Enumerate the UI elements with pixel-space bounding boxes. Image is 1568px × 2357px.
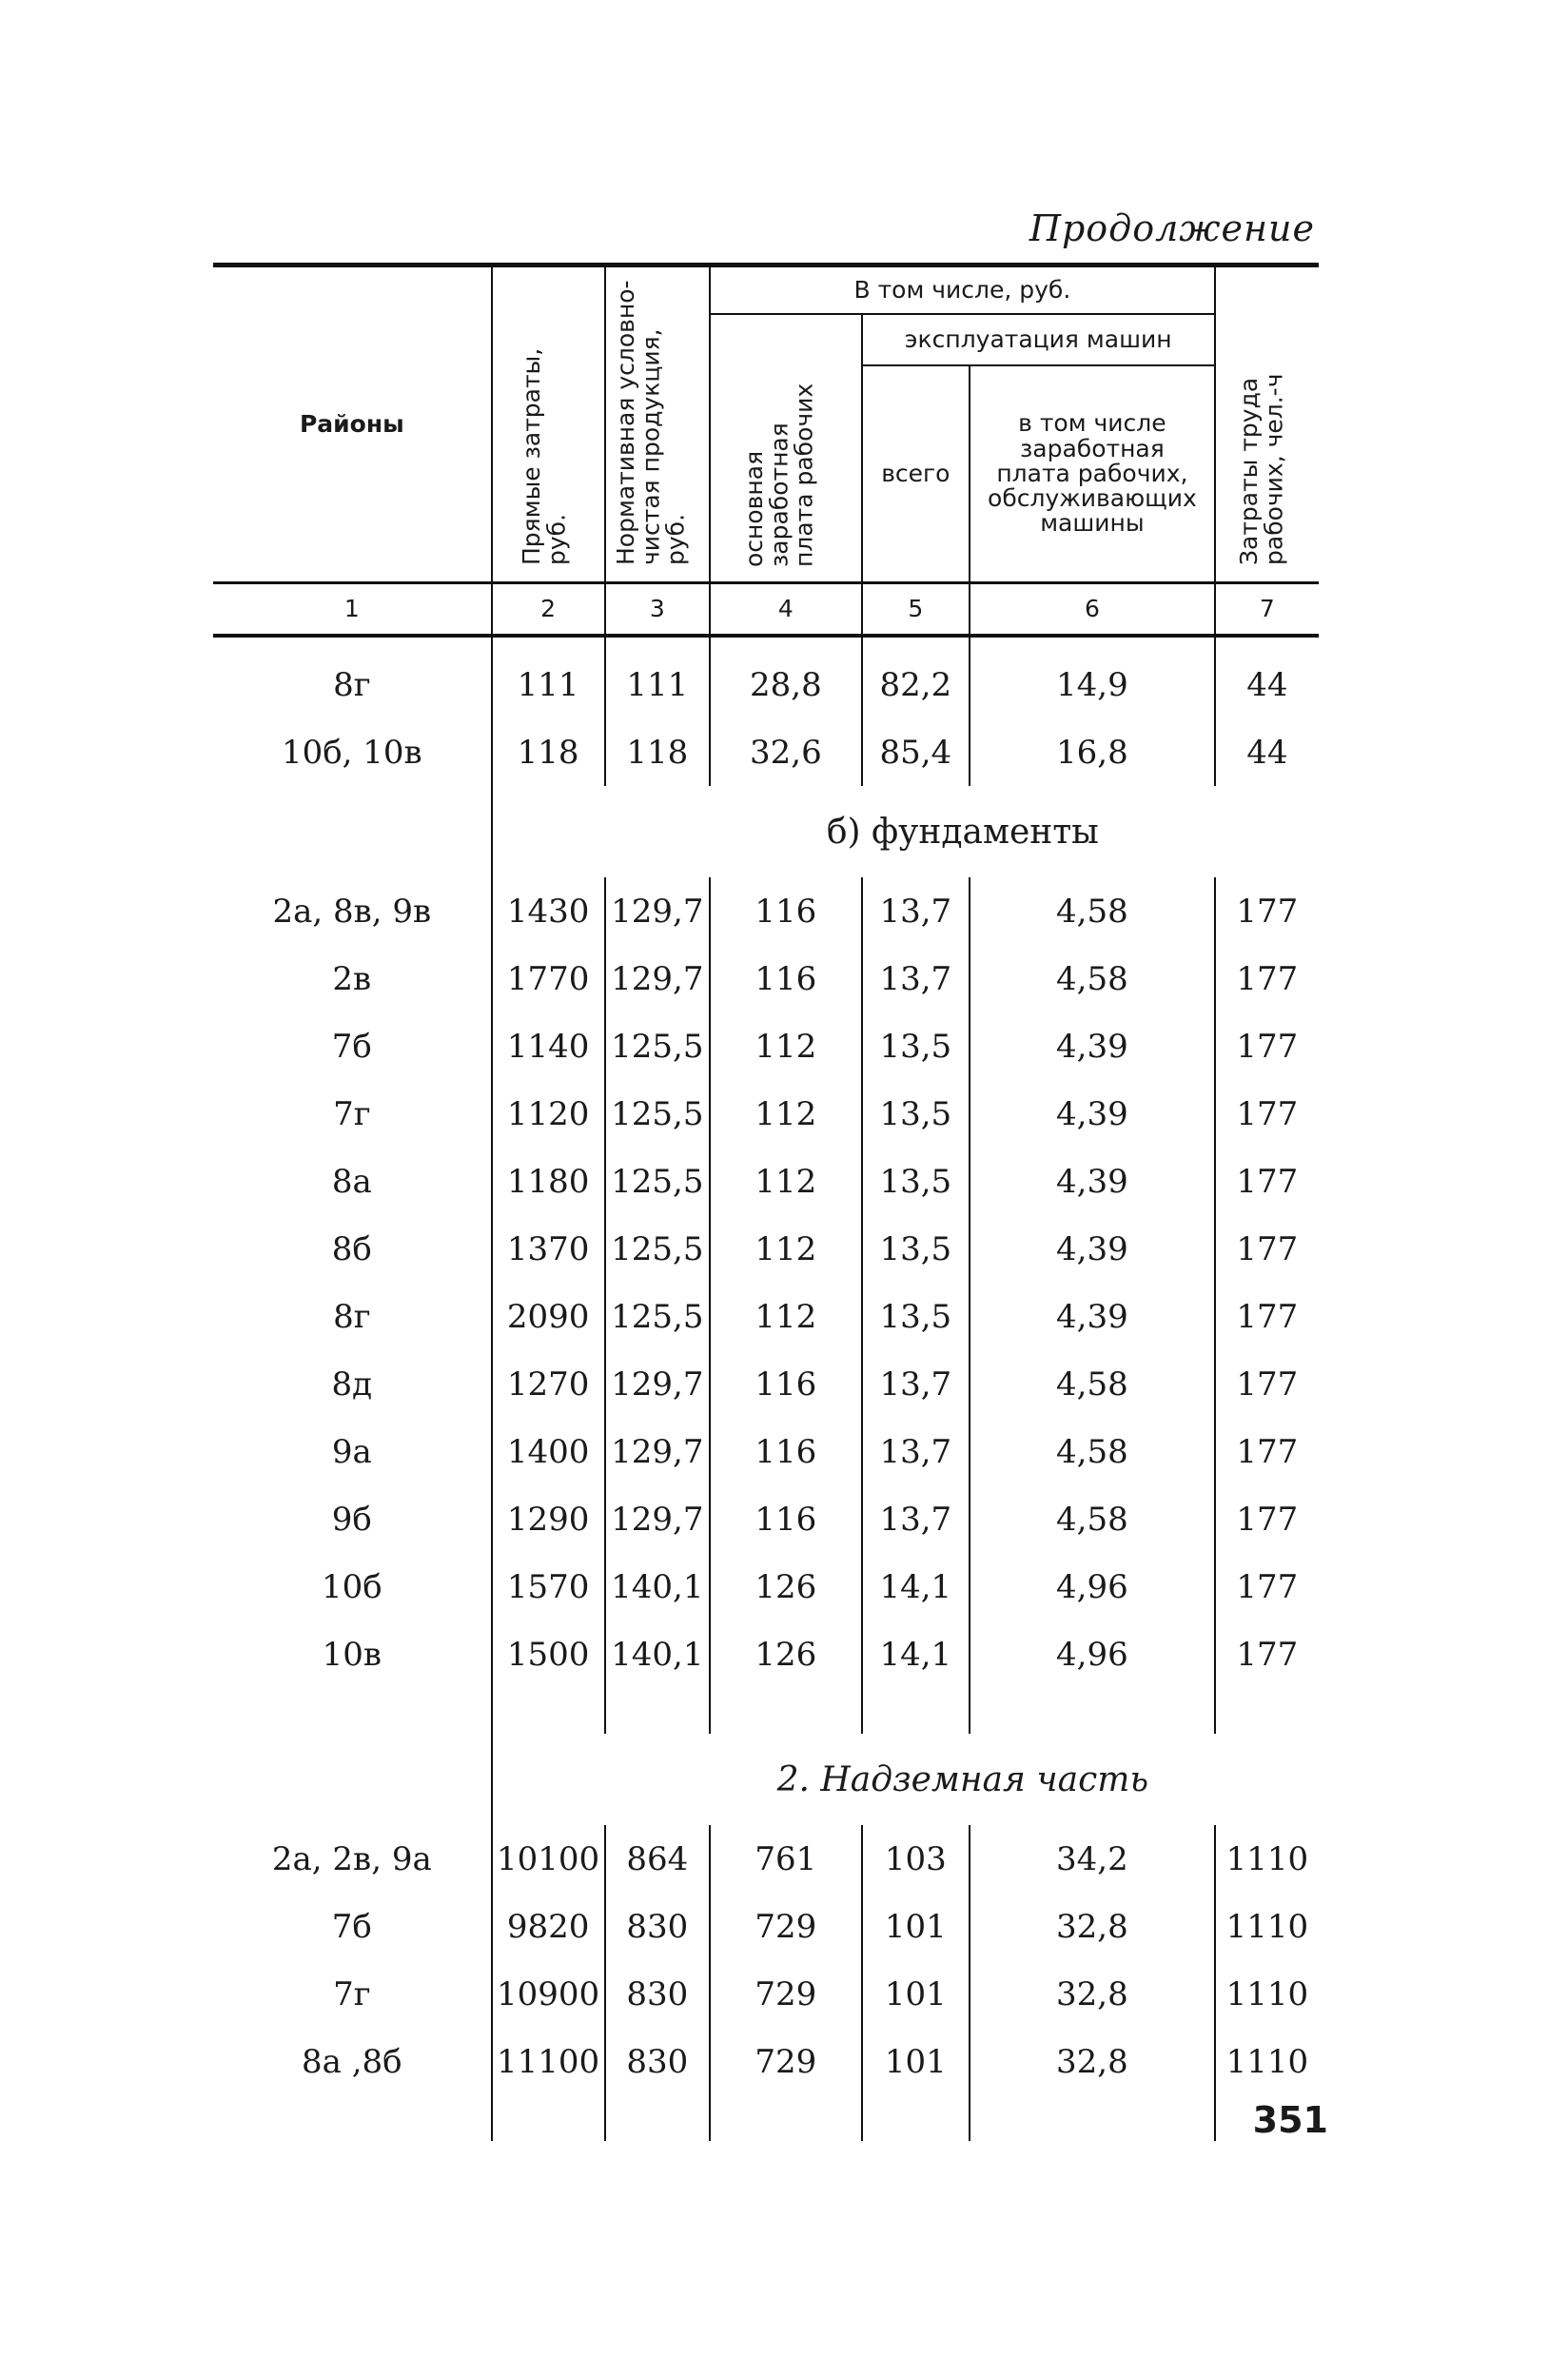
value-cell: 16,8 <box>970 718 1215 786</box>
value-cell: 112 <box>710 1215 862 1283</box>
value-cell: 126 <box>710 1553 862 1620</box>
value-cell: 177 <box>1215 945 1319 1012</box>
base-wages-label: основная заработная плата рабочих <box>739 383 818 567</box>
value-cell: 116 <box>710 1350 862 1418</box>
value-cell: 101 <box>862 1893 970 1960</box>
value-cell: 177 <box>1215 1350 1319 1418</box>
regions-label: Районы <box>299 409 404 438</box>
table-row <box>213 1080 1319 1148</box>
value-cell: 4,96 <box>970 1620 1215 1688</box>
value-cell: 13,5 <box>862 1215 970 1283</box>
value-cell: 116 <box>710 1485 862 1553</box>
value-cell: 4,58 <box>970 945 1215 1012</box>
section-title: 2. Надземная часть <box>492 1734 1319 1825</box>
value-cell: 1120 <box>492 1080 605 1148</box>
column-number: 5 <box>862 583 970 637</box>
value-cell: 111 <box>605 651 711 718</box>
value-cell: 140,1 <box>605 1620 711 1688</box>
table-row <box>213 1893 1319 1960</box>
value-cell: 1500 <box>492 1620 605 1688</box>
value-cell: 1140 <box>492 1012 605 1080</box>
machine-wages-label: в том числе заработная плата рабочих, обслуживающих машины <box>988 409 1197 538</box>
value-cell: 13,7 <box>862 945 970 1012</box>
value-cell: 32,8 <box>970 1960 1215 2028</box>
value-cell: 129,7 <box>605 1485 711 1553</box>
table-row <box>213 1350 1319 1418</box>
cost-table <box>213 263 1319 2141</box>
value-cell: 9820 <box>492 1893 605 1960</box>
table-row <box>213 651 1319 718</box>
value-cell: 44 <box>1215 651 1319 718</box>
value-cell: 14,9 <box>970 651 1215 718</box>
value-cell: 1110 <box>1215 1893 1319 1960</box>
region-cell: 8г <box>333 1297 371 1336</box>
value-cell: 118 <box>605 718 711 786</box>
region-cell: 8а ,8б <box>302 2042 402 2081</box>
value-cell: 4,39 <box>970 1012 1215 1080</box>
value-cell: 1110 <box>1215 1960 1319 2028</box>
value-cell: 4,58 <box>970 1418 1215 1485</box>
value-cell: 1770 <box>492 945 605 1012</box>
value-cell: 125,5 <box>605 1215 711 1283</box>
value-cell: 116 <box>710 877 862 945</box>
value-cell: 1180 <box>492 1148 605 1215</box>
region-cell: 8б <box>331 1229 372 1268</box>
column-numbers-row <box>213 583 1319 637</box>
value-cell: 4,58 <box>970 1485 1215 1553</box>
value-cell: 177 <box>1215 1553 1319 1620</box>
region-cell: 8д <box>331 1365 373 1404</box>
table-row <box>213 877 1319 945</box>
including-group-label: В том числе, руб. <box>853 275 1071 304</box>
header-machine-operation <box>862 314 1215 365</box>
table-row <box>213 2028 1319 2095</box>
value-cell: 4,58 <box>970 877 1215 945</box>
value-cell: 13,5 <box>862 1012 970 1080</box>
region-cell: 7б <box>331 1027 372 1066</box>
table-row <box>213 1960 1319 2028</box>
value-cell: 101 <box>862 1960 970 2028</box>
value-cell: 1370 <box>492 1215 605 1283</box>
value-cell: 32,8 <box>970 2028 1215 2095</box>
header-direct-costs <box>492 265 605 583</box>
region-cell: 10в <box>322 1635 382 1674</box>
value-cell: 85,4 <box>862 718 970 786</box>
value-cell: 729 <box>710 1960 862 2028</box>
value-cell: 1110 <box>1215 2028 1319 2095</box>
value-cell: 177 <box>1215 1012 1319 1080</box>
value-cell: 129,7 <box>605 1418 711 1485</box>
value-cell: 4,39 <box>970 1283 1215 1350</box>
value-cell: 1270 <box>492 1350 605 1418</box>
value-cell: 729 <box>710 1893 862 1960</box>
value-cell: 761 <box>710 1825 862 1893</box>
value-cell: 32,8 <box>970 1893 1215 1960</box>
region-cell: 2а, 8в, 9в <box>272 892 432 931</box>
value-cell: 82,2 <box>862 651 970 718</box>
value-cell: 177 <box>1215 1620 1319 1688</box>
value-cell: 129,7 <box>605 877 711 945</box>
region-cell: 2в <box>332 959 372 998</box>
header-machine-total <box>862 365 970 583</box>
header-including-group <box>710 265 1215 315</box>
machine-total-label: всего <box>881 459 951 487</box>
section-foundations <box>213 786 1319 877</box>
value-cell: 13,7 <box>862 1485 970 1553</box>
value-cell: 177 <box>1215 1418 1319 1485</box>
table-row <box>213 945 1319 1012</box>
column-number: 7 <box>1215 583 1319 637</box>
table-row <box>213 1553 1319 1620</box>
value-cell: 44 <box>1215 718 1319 786</box>
value-cell: 1430 <box>492 877 605 945</box>
column-number: 6 <box>970 583 1215 637</box>
value-cell: 28,8 <box>710 651 862 718</box>
value-cell: 34,2 <box>970 1825 1215 1893</box>
value-cell: 177 <box>1215 1080 1319 1148</box>
table-body <box>213 636 1319 2141</box>
value-cell: 177 <box>1215 1148 1319 1215</box>
direct-costs-label: Прямые затраты, руб. <box>518 347 571 565</box>
header-regions <box>213 265 492 583</box>
value-cell: 112 <box>710 1148 862 1215</box>
value-cell: 126 <box>710 1620 862 1688</box>
value-cell: 4,39 <box>970 1215 1215 1283</box>
page-number: 351 <box>1252 2099 1328 2141</box>
value-cell: 112 <box>710 1012 862 1080</box>
value-cell: 13,7 <box>862 1418 970 1485</box>
value-cell: 125,5 <box>605 1283 711 1350</box>
value-cell: 177 <box>1215 877 1319 945</box>
table-row <box>213 1418 1319 1485</box>
value-cell: 129,7 <box>605 945 711 1012</box>
column-number: 4 <box>710 583 862 637</box>
value-cell: 116 <box>710 945 862 1012</box>
normative-product-label: Нормативная условно-чистая продукция, руб. <box>611 280 690 565</box>
value-cell: 103 <box>862 1825 970 1893</box>
value-cell: 13,5 <box>862 1148 970 1215</box>
labor-costs-label: Затраты труда рабочих, чел.-ч <box>1234 373 1288 565</box>
column-number: 3 <box>605 583 711 637</box>
value-cell: 13,7 <box>862 1350 970 1418</box>
value-cell: 14,1 <box>862 1620 970 1688</box>
column-number: 1 <box>213 583 492 637</box>
column-number: 2 <box>492 583 605 637</box>
value-cell: 830 <box>605 1893 711 1960</box>
value-cell: 125,5 <box>605 1148 711 1215</box>
region-cell: 10б, 10в <box>281 733 422 772</box>
value-cell: 13,5 <box>862 1080 970 1148</box>
value-cell: 14,1 <box>862 1553 970 1620</box>
table-row <box>213 1148 1319 1215</box>
region-cell: 2а, 2в, 9а <box>271 1839 432 1878</box>
value-cell: 1570 <box>492 1553 605 1620</box>
table-row <box>213 1283 1319 1350</box>
value-cell: 830 <box>605 2028 711 2095</box>
value-cell: 101 <box>862 2028 970 2095</box>
value-cell: 864 <box>605 1825 711 1893</box>
region-cell: 8а <box>331 1162 372 1201</box>
header-labor-costs <box>1215 265 1319 583</box>
value-cell: 125,5 <box>605 1080 711 1148</box>
region-cell: 7г <box>333 1094 371 1133</box>
value-cell: 1290 <box>492 1485 605 1553</box>
table-row <box>213 1620 1319 1688</box>
region-cell: 10б <box>321 1567 382 1606</box>
value-cell: 4,39 <box>970 1080 1215 1148</box>
region-cell: 9б <box>331 1500 372 1539</box>
region-cell: 9а <box>331 1432 372 1471</box>
value-cell: 112 <box>710 1080 862 1148</box>
table-row <box>213 718 1319 786</box>
value-cell: 125,5 <box>605 1012 711 1080</box>
value-cell: 118 <box>492 718 605 786</box>
value-cell: 1110 <box>1215 1825 1319 1893</box>
value-cell: 140,1 <box>605 1553 711 1620</box>
table-row <box>213 1825 1319 1893</box>
table-row <box>213 1012 1319 1080</box>
header-normative-product <box>605 265 711 583</box>
value-cell: 177 <box>1215 1215 1319 1283</box>
region-cell: 7б <box>331 1907 372 1946</box>
region-cell: 8г <box>333 665 371 704</box>
value-cell: 129,7 <box>605 1350 711 1418</box>
machine-operation-label: эксплуатация машин <box>904 324 1172 353</box>
value-cell: 830 <box>605 1960 711 2028</box>
header-machine-wages <box>970 365 1215 583</box>
value-cell: 2090 <box>492 1283 605 1350</box>
value-cell: 111 <box>492 651 605 718</box>
value-cell: 729 <box>710 2028 862 2095</box>
header-base-wages <box>710 314 862 583</box>
value-cell: 10100 <box>492 1825 605 1893</box>
value-cell: 13,7 <box>862 877 970 945</box>
value-cell: 177 <box>1215 1283 1319 1350</box>
value-cell: 4,39 <box>970 1148 1215 1215</box>
value-cell: 4,58 <box>970 1350 1215 1418</box>
value-cell: 32,6 <box>710 718 862 786</box>
value-cell: 1400 <box>492 1418 605 1485</box>
section-title: б) фундаменты <box>492 786 1319 877</box>
continuation-label: Продолжение <box>1029 207 1315 249</box>
section-above-ground <box>213 1734 1319 1825</box>
value-cell: 13,5 <box>862 1283 970 1350</box>
region-cell: 7г <box>333 1974 371 2013</box>
value-cell: 10900 <box>492 1960 605 2028</box>
value-cell: 116 <box>710 1418 862 1485</box>
value-cell: 112 <box>710 1283 862 1350</box>
table-row <box>213 1215 1319 1283</box>
value-cell: 177 <box>1215 1485 1319 1553</box>
value-cell: 4,96 <box>970 1553 1215 1620</box>
table-row <box>213 1485 1319 1553</box>
value-cell: 11100 <box>492 2028 605 2095</box>
